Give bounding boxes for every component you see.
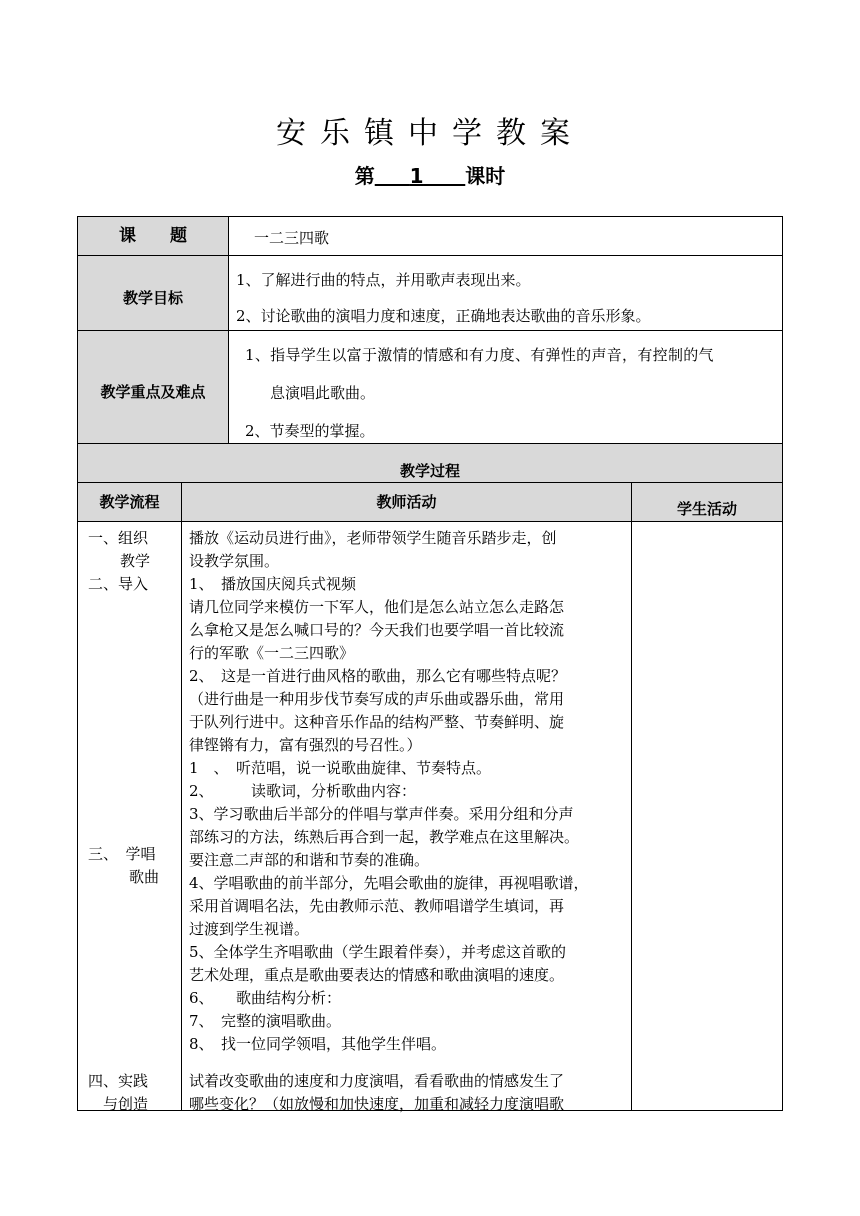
student-column-header: 学生活动	[676, 500, 737, 518]
flow-column-header: 教学流程	[99, 493, 160, 511]
teacher-line: 采用首调唱名法，先由教师示范、教师唱谱学生填词，再	[189, 897, 565, 915]
teacher-line: 艺术处理，重点是歌曲要表达的情感和歌曲演唱的速度。	[189, 966, 565, 984]
teacher-line: 律铿锵有力，富有强烈的号召性。）	[189, 736, 422, 754]
teacher-line: （进行曲是一种用步伐节奏写成的声乐曲或器乐曲，常用	[189, 690, 565, 708]
teacher-line: 试着改变歌曲的速度和力度演唱，看看歌曲的情感发生了	[189, 1072, 565, 1090]
teacher-line: 要注意二声部的和谐和节奏的准确。	[189, 851, 430, 869]
teacher-line: 于队列行进中。这种音乐作品的结构严整、节奏鲜明、旋	[189, 713, 565, 731]
teacher-line: 2、 读歌词，分析歌曲内容：	[189, 782, 417, 800]
flow-step: 歌曲	[129, 868, 160, 886]
period-prefix: 第	[354, 164, 375, 188]
teacher-line: 哪些变化？（如放慢和加快速度，加重和减轻力度演唱歌	[189, 1095, 565, 1113]
topic-label: 课 题	[119, 226, 187, 246]
period-line	[0, 160, 860, 189]
flow-step: 三、 学唱	[88, 845, 156, 863]
document-title: 安乐镇中学教案	[276, 116, 584, 151]
teacher-line: 1 、 听范唱，说一说歌曲旋律、节奏特点。	[189, 759, 492, 777]
goal-line: 2、讨论歌曲的演唱力度和速度，正确地表达歌曲的音乐形象。	[236, 307, 651, 325]
key-line: 2、节奏型的掌握。	[245, 422, 375, 440]
teacher-line: 3、学习歌曲后半部分的伴唱与掌声伴奏。采用分组和分声	[189, 805, 574, 823]
flow-step: 一、组织	[88, 529, 149, 547]
teacher-line: 6、 歌曲结构分析：	[189, 989, 342, 1007]
teacher-line: 么拿枪又是怎么喊口号的？今天我们也要学唱一首比较流	[189, 621, 565, 639]
teacher-line: 7、 完整的演唱歌曲。	[189, 1012, 342, 1030]
teacher-line: 请几位同学来模仿一下军人，他们是怎么站立怎么走路怎	[189, 598, 565, 616]
period-number: 1	[409, 164, 424, 188]
teacher-line: 2、 这是一首进行曲风格的歌曲，那么它有哪些特点呢？	[189, 667, 567, 685]
flow-step: 二、导入	[88, 575, 149, 593]
teacher-line: 8、 找一位同学领唱，其他学生伴唱。	[189, 1035, 447, 1053]
process-header: 教学过程	[399, 462, 460, 480]
teacher-line: 1、 播放国庆阅兵式视频	[189, 575, 357, 593]
goal-line: 1、了解进行曲的特点，并用歌声表现出来。	[236, 271, 531, 289]
teacher-line: 4、学唱歌曲的前半部分，先唱会歌曲的旋律，再视唱歌谱，	[189, 874, 589, 892]
teacher-line: 行的军歌《一二三四歌》	[189, 644, 355, 662]
key-line: 1、指导学生以富于激情的情感和有力度、有弹性的声音，有控制的气	[245, 346, 714, 364]
teacher-line: 部练习的方法，练熟后再合到一起，教学难点在这里解决。	[189, 828, 580, 846]
topic-value: 一二三四歌	[254, 229, 330, 247]
teacher-line: 5、全体学生齐唱歌曲（学生跟着伴奏），并考虑这首歌的	[189, 943, 567, 961]
teacher-line: 设教学氛围。	[189, 552, 280, 570]
flow-step: 教学	[120, 552, 151, 570]
goal-label: 教学目标	[122, 289, 183, 307]
teacher-line: 过渡到学生视谱。	[189, 920, 310, 938]
period-suffix: 课时	[465, 164, 506, 188]
teacher-line: 播放《运动员进行曲》，老师带领学生随音乐踏步走，创	[189, 529, 557, 547]
flow-step: 四、实践	[88, 1072, 149, 1090]
key-line: 息演唱此歌曲。	[270, 384, 376, 402]
teacher-column-header: 教师活动	[376, 493, 437, 511]
flow-step: 与创造	[103, 1095, 149, 1113]
key-label: 教学重点及难点	[100, 383, 206, 401]
